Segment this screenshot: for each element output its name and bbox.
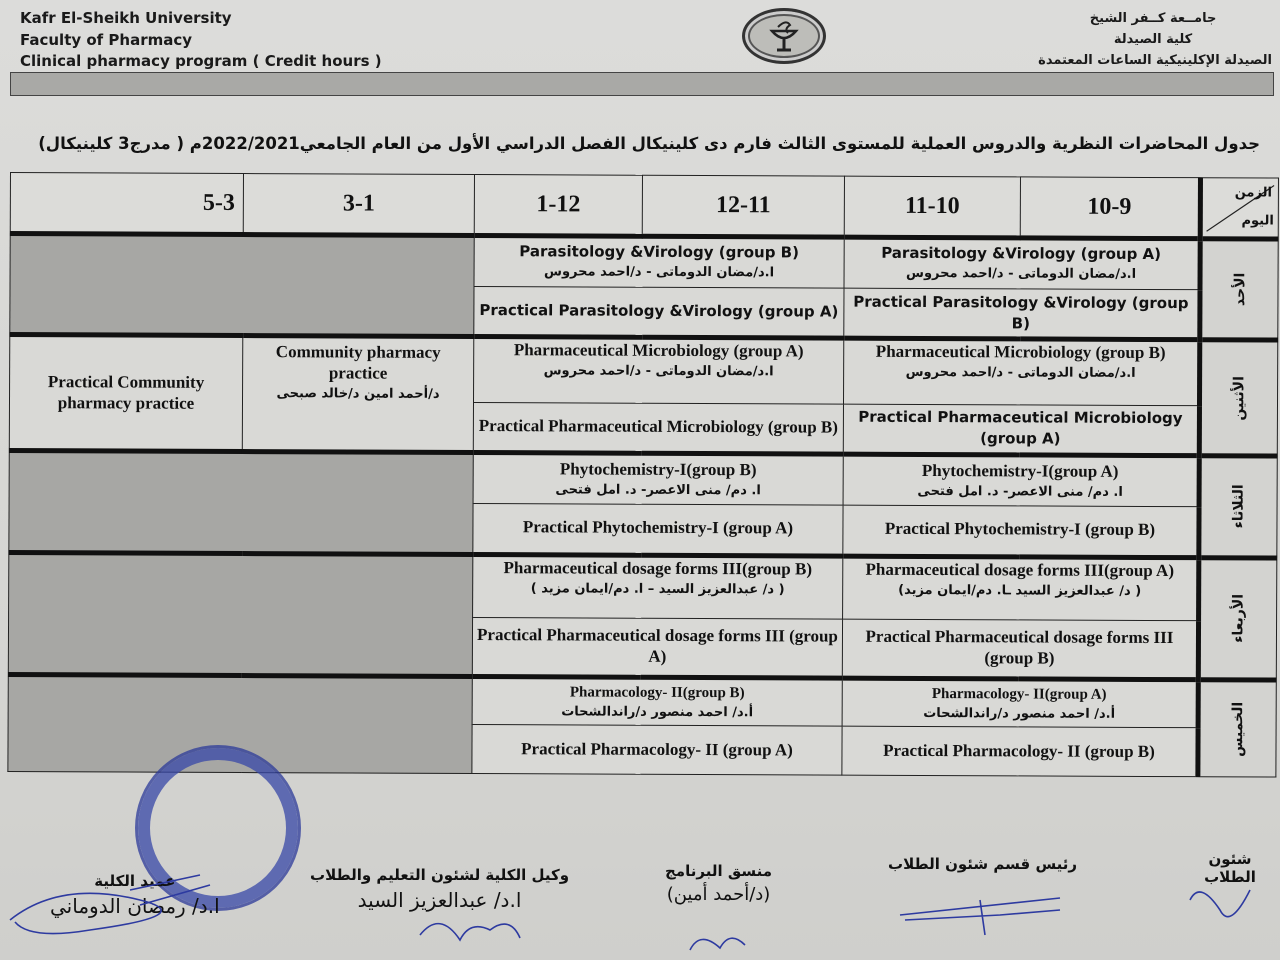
program-name-ar: الصيدلة الإكلينيكية الساعات المعتمدة	[1038, 53, 1272, 68]
schedule-cell	[474, 236, 844, 288]
empty-cell	[10, 234, 474, 337]
signature-role: منسق البرنامج	[665, 862, 773, 880]
subject-label: Practical Phytochemistry-I (group A)	[522, 517, 794, 538]
professors-label: ا. دم/ منى الاعصر- د. امل فتحى	[917, 483, 1123, 500]
signature-role: عميد الكلية	[94, 872, 176, 890]
header-arabic	[1038, 8, 1272, 71]
tuesday-row-lecture	[9, 451, 1277, 507]
faculty-name: Faculty of Pharmacy	[20, 30, 193, 49]
subject-label: Pharmacology- II(group A)	[931, 685, 1107, 703]
subject-label: Phytochemistry-I(group A)	[921, 460, 1119, 481]
schedule-cell	[842, 726, 1198, 776]
pharmacy-seal-icon	[742, 8, 826, 64]
signature-name: (د/أحمد أمين)	[666, 884, 771, 905]
monday-row-lecture	[10, 335, 1278, 406]
subject-label: Practical Pharmaceutical Microbiology (group A)	[858, 408, 1183, 449]
time-slot-10-9: 10-9	[1020, 177, 1200, 239]
time-slot-5-3: 5-3	[10, 173, 243, 235]
schedule-cell	[473, 554, 843, 619]
time-slot-12-11: 12-11	[642, 175, 844, 237]
schedule-cell	[842, 678, 1198, 728]
day-monday: الأثنين	[1199, 340, 1278, 456]
empty-cell	[8, 552, 473, 676]
signature-name: ا.د/ رمضان الدوماني	[50, 894, 220, 918]
subject-label: Pharmaceutical Microbiology (group B)	[875, 342, 1166, 363]
professors-label: ا.د/مضان الدوماتى - د/احمد محروس	[906, 266, 1137, 283]
schedule-cell	[472, 617, 842, 678]
signature-role: رئيس قسم شئون الطلاب	[888, 855, 1078, 873]
schedule-cell	[472, 725, 842, 775]
subject-label: Practical Pharmaceutical dosage forms III (group B)	[865, 626, 1174, 668]
schedule-title: جدول المحاضرات النظرية والدروس العملية للمستوى الثالث فارم دى كلينيكال الفصل الدراسي الأول من العام الجامعي2022/2021م ( مدرج3 كلينيكال)	[38, 134, 1260, 153]
subject-label: Practical Community pharmacy practice	[47, 371, 205, 413]
corner-header	[1200, 178, 1278, 239]
subject-label: Pharmaceutical Microbiology (group A)	[513, 340, 804, 361]
day-wednesday: الأربعاء	[1198, 557, 1277, 679]
subject-label: Practical Pharmacology- II (group B)	[883, 740, 1155, 761]
handwritten-signatures-icon	[0, 860, 1280, 960]
professors-label: ( د/ عبدالعزيز السيد – ا. دم/ايمان مزيد )	[530, 580, 785, 598]
university-name: Kafr El-Sheikh University	[20, 9, 232, 27]
day-tuesday: الثلاثاء	[1199, 456, 1277, 558]
signature-name: ا.د/ عبدالعزيز السيد	[357, 888, 522, 912]
day-thursday: الخميس	[1198, 679, 1276, 777]
professors-label: أ.د/ احمد منصور د/راندالشحات	[561, 703, 754, 720]
subject-label: Phytochemistry-I(group B)	[559, 459, 757, 479]
subject-label: Practical Parasitology &Virology (group B)	[853, 292, 1189, 333]
university-name-ar: جامــعة كــفر الشيخ	[1089, 11, 1217, 26]
subject-label: Pharmaceutical dosage forms III(group B)	[503, 557, 813, 579]
subject-label: Pharmacology- II(group B)	[569, 683, 745, 701]
subject-label: Parasitology &Virology (group A)	[881, 244, 1162, 264]
time-slot-11-10: 11-10	[844, 176, 1020, 238]
corner-time-label: الزمن	[1234, 185, 1272, 201]
subject-label: Practical Parasitology &Virology (group A)	[479, 301, 839, 321]
schedule-cell	[473, 453, 843, 505]
professors-label: ا.د/مضان الدوماتى - د/احمد محروس	[543, 363, 774, 380]
signature-role: شئون الطلاب	[1204, 850, 1256, 886]
schedule-cell-3-5	[9, 335, 243, 452]
subject-label: Practical Pharmacology- II (group A)	[521, 738, 793, 760]
day-sunday: الأحد	[1200, 239, 1278, 341]
subject-label: Practical Pharmaceutical dosage forms III (group A)	[476, 624, 838, 666]
signature-role: وكيل الكلية لشئون التعليم والطلاب	[310, 866, 570, 884]
schedule-cell	[844, 237, 1200, 289]
empty-cell	[9, 451, 473, 554]
program-name: Clinical pharmacy program ( Credit hours )	[20, 52, 382, 70]
header-english	[20, 8, 382, 73]
schedule-cell	[842, 619, 1198, 680]
faculty-name-ar: كلية الصيدلة	[1113, 32, 1193, 47]
professors-label: ( د/ عبدالعزيز السيد ـا. دم/ايمان مزيد)	[898, 582, 1142, 599]
schedule-cell	[843, 556, 1199, 621]
subject-label: Community pharmacy practice	[275, 342, 441, 384]
professors-label: د/أحمد امين د/خالد صبحى	[276, 386, 440, 403]
schedule-cell-1-3	[242, 336, 474, 453]
subject-label: Parasitology &Virology (group B)	[519, 242, 800, 262]
schedule-cell	[843, 454, 1199, 506]
subject-label: Pharmaceutical dosage forms III(group A)	[865, 559, 1175, 580]
schedule-cell	[843, 404, 1199, 456]
professors-label: ا.د/مضان الدوماتى - د/احمد محروس	[544, 264, 775, 281]
subject-label: Practical Phytochemistry-I (group B)	[884, 519, 1156, 540]
time-slot-3-1: 3-1	[243, 174, 474, 236]
schedule-cell	[474, 286, 844, 338]
subject-label: Practical Pharmaceutical Microbiology (group B)	[478, 415, 838, 437]
schedule-cell	[844, 288, 1200, 340]
professors-label: ا.د/مضان الدوماتى - د/احمد محروس	[905, 365, 1136, 382]
schedule-table	[7, 172, 1279, 778]
professors-label: ا. دم/ منى الاعصر- د. امل فتحى	[555, 481, 761, 498]
thursday-row-lecture	[8, 674, 1276, 728]
time-header-row	[10, 173, 1278, 240]
schedule-cell	[473, 402, 843, 454]
header-divider-bar	[10, 72, 1274, 96]
sunday-row-lecture	[10, 234, 1278, 290]
time-slot-1-12: 1-12	[474, 175, 642, 237]
professors-label: أ.د/ احمد منصور د/راندالشحات	[923, 705, 1116, 722]
schedule-cell	[474, 337, 844, 404]
wednesday-row-lecture	[9, 552, 1277, 621]
corner-day-label: اليوم	[1241, 213, 1274, 229]
schedule-cell	[473, 503, 843, 555]
schedule-cell	[843, 505, 1199, 557]
schedule-cell	[843, 339, 1199, 406]
schedule-cell	[472, 676, 842, 726]
